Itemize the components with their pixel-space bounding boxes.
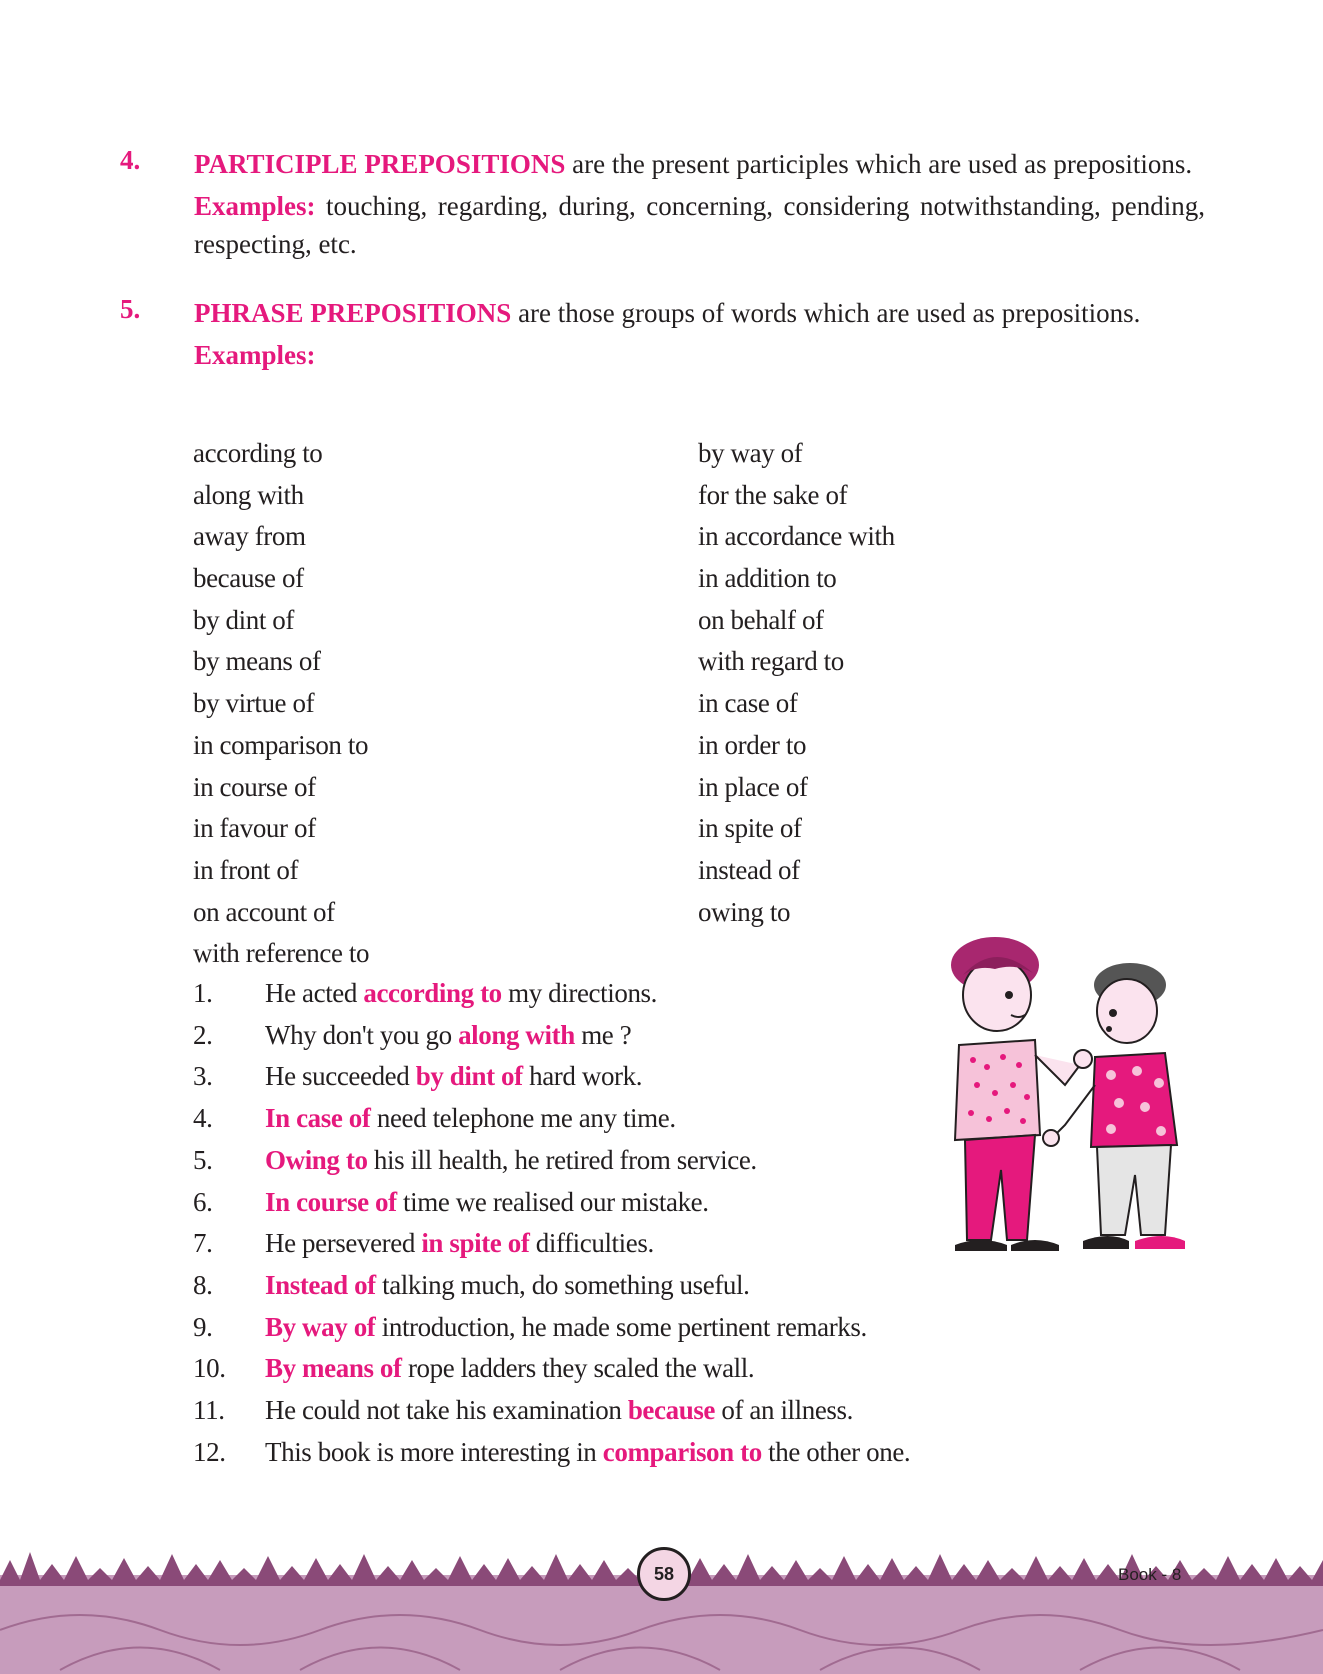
sentence-after: the other one. <box>761 1436 911 1467</box>
section-participle-prepositions <box>120 145 1205 263</box>
phrase-item: on account of <box>193 896 335 927</box>
sentence-number: 8. <box>193 1269 213 1300</box>
sentence-text <box>265 1353 754 1384</box>
phrase-item: in order to <box>698 729 807 760</box>
sentence-after: my directions. <box>501 978 658 1008</box>
example-sentence <box>193 1228 1013 1270</box>
phrase-item: instead of <box>698 854 800 885</box>
example-sentence <box>193 1103 1013 1145</box>
definition-text: are the present participles which are used as prepositions. <box>565 149 1193 179</box>
sentence-number: 5. <box>193 1144 213 1175</box>
phrase-item: in course of <box>193 771 316 802</box>
highlighted-preposition: By way of <box>265 1311 376 1342</box>
highlighted-preposition: because <box>627 1395 716 1425</box>
highlighted-preposition: comparison to <box>602 1436 762 1467</box>
example-sentence <box>193 1020 1013 1062</box>
sentence-number: 7. <box>193 1228 213 1259</box>
phrase-list-left <box>193 438 369 980</box>
sentence-after: rope ladders they scaled the wall. <box>401 1353 755 1384</box>
boy-right-figure <box>1043 963 1185 1249</box>
section-number: 5. <box>120 294 141 324</box>
highlighted-preposition: By means of <box>265 1353 402 1384</box>
phrase-item: along with <box>193 479 304 510</box>
phrase-item: in spite of <box>698 813 802 844</box>
sentence-after: of an illness. <box>715 1395 853 1425</box>
section-term: PARTICIPLE PREPOSITIONS <box>194 149 566 179</box>
sentence-number: 12. <box>193 1436 226 1467</box>
section-number: 4. <box>120 145 141 175</box>
example-sentence <box>193 1270 1013 1312</box>
example-sentence <box>193 978 1013 1020</box>
sentence-number: 2. <box>193 1019 213 1050</box>
phrase-item: in comparison to <box>193 729 369 760</box>
example-sentence <box>193 1437 1013 1479</box>
two-boys-talking-icon <box>915 935 1195 1255</box>
phrase-item: with reference to <box>193 938 370 969</box>
sentence-text <box>265 1228 654 1259</box>
examples-label: Examples: <box>194 340 316 370</box>
phrase-item: in place of <box>698 771 808 802</box>
highlighted-preposition: along with <box>458 1019 575 1050</box>
sentence-after: introduction, he made some pertinent remarks. <box>375 1311 867 1342</box>
sentence-after: time we realised our mistake. <box>396 1186 709 1217</box>
example-sentence <box>193 1353 1013 1395</box>
example-sentence <box>193 1061 1013 1103</box>
sentence-number: 9. <box>193 1311 213 1342</box>
phrase-item: by means of <box>193 646 321 677</box>
highlighted-preposition: in spite of <box>421 1228 530 1259</box>
highlighted-preposition: In case of <box>265 1103 371 1134</box>
phrase-item: owing to <box>698 896 791 927</box>
phrase-item: in front of <box>193 854 299 885</box>
section-term: PHRASE PREPOSITIONS <box>194 298 512 328</box>
phrase-item: in addition to <box>698 563 837 594</box>
phrase-list-right <box>698 438 895 938</box>
sentence-before: He could not take his examination <box>265 1395 628 1425</box>
sentence-text <box>265 1312 867 1343</box>
sentence-text <box>265 1061 642 1092</box>
sentence-text <box>265 1187 709 1218</box>
sentence-number: 6. <box>193 1186 213 1217</box>
section-examples <box>194 336 1205 374</box>
sentence-before: He persevered <box>265 1228 422 1259</box>
sentence-text <box>265 1270 749 1301</box>
sentence-after: me ? <box>574 1019 632 1050</box>
sentence-number: 10. <box>193 1353 226 1384</box>
sentence-number: 11. <box>193 1395 225 1425</box>
section-definition <box>194 294 1205 332</box>
sentence-before: Why don't you go <box>265 1019 459 1050</box>
example-sentence <box>193 1312 1013 1354</box>
highlighted-preposition: In course of <box>265 1186 397 1217</box>
sentence-after: hard work. <box>522 1061 643 1092</box>
phrase-item: by dint of <box>193 604 294 635</box>
page-number-badge: 58 <box>637 1547 691 1601</box>
highlighted-preposition: by dint of <box>415 1061 523 1092</box>
highlighted-preposition: Instead of <box>265 1269 376 1300</box>
sentence-after: his ill health, he retired from service. <box>367 1144 757 1175</box>
phrase-item: in favour of <box>193 813 316 844</box>
sentence-text <box>265 978 657 1009</box>
example-sentence <box>193 1395 1013 1437</box>
phrase-item: for the sake of <box>698 479 848 510</box>
phrase-item: with regard to <box>698 646 844 677</box>
examples-text: touching, regarding, during, concerning, considering notwithstanding, pending, respecting, etc. <box>194 191 1205 259</box>
book-label: Book - 8 <box>1118 1565 1182 1584</box>
sentence-before: He acted <box>265 978 364 1008</box>
sentence-before: This book is more interesting in <box>265 1436 603 1467</box>
highlighted-preposition: Owing to <box>265 1144 368 1175</box>
highlighted-preposition: according to <box>363 978 502 1008</box>
section-phrase-prepositions <box>120 294 1205 374</box>
sentence-after: need telephone me any time. <box>370 1103 676 1134</box>
sentence-text <box>265 1145 757 1176</box>
sentence-number: 1. <box>193 978 213 1008</box>
sentence-after: talking much, do something useful. <box>375 1269 750 1300</box>
sentence-number: 3. <box>193 1061 213 1092</box>
sentence-text <box>265 1020 631 1051</box>
sentence-text <box>265 1395 853 1426</box>
boy-left-figure <box>951 937 1092 1251</box>
phrase-item: according to <box>193 438 323 468</box>
phrase-item: by way of <box>698 438 803 468</box>
examples-label: Examples: <box>194 191 316 221</box>
phrase-item: in case of <box>698 688 798 719</box>
sentence-text <box>265 1103 676 1134</box>
definition-text: are those groups of words which are used as prepositions. <box>511 298 1141 328</box>
section-definition <box>194 145 1205 183</box>
section-examples <box>194 187 1205 263</box>
sentence-before: He succeeded <box>265 1061 416 1092</box>
phrase-item: away from <box>193 521 306 552</box>
sentence-after: difficulties. <box>529 1228 654 1259</box>
phrase-item: by virtue of <box>193 688 315 719</box>
phrase-item: in accordance with <box>698 521 895 552</box>
sentence-text <box>265 1437 910 1468</box>
example-sentence <box>193 1145 1013 1187</box>
phrase-item: on behalf of <box>698 604 824 635</box>
example-sentence <box>193 1187 1013 1229</box>
sentence-number: 4. <box>193 1103 213 1134</box>
phrase-item: because of <box>193 563 304 594</box>
